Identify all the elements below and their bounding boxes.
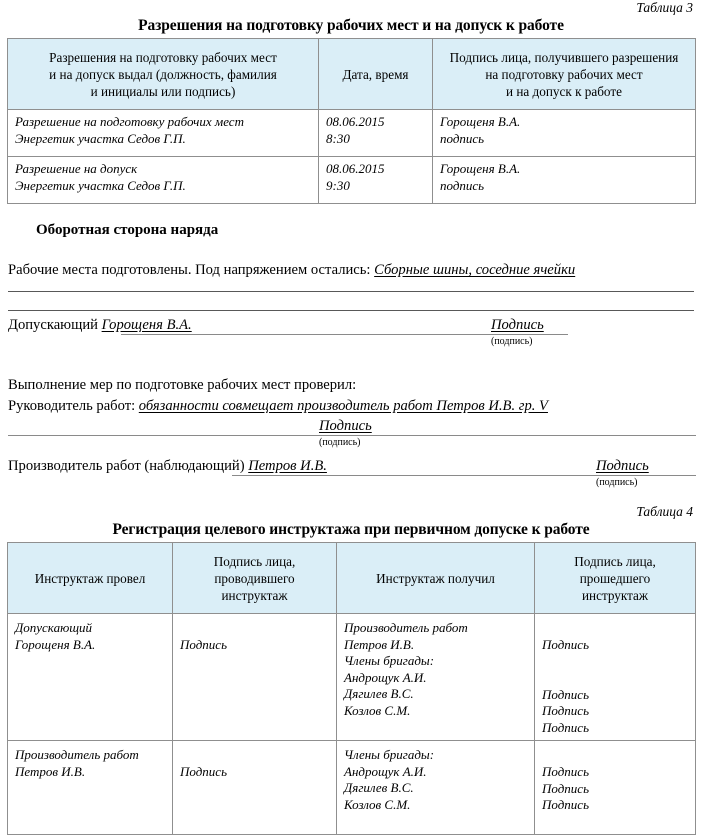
cell-spacer [542,654,689,671]
cell-line: Подпись [180,637,227,652]
manager-caption: (подпись) [319,437,361,448]
cell-receiver [433,110,696,157]
cell-line: Подпись [542,780,589,796]
cell-issuer [8,157,319,204]
table4-header-row [8,543,696,614]
measures-checked-line: Выполнение мер по подготовке рабочих мест проверил: [8,377,357,393]
header-line: Дата, время [342,66,409,82]
table3-label: Таблица 3 [636,0,693,15]
cell-received-sign [535,614,696,741]
table-row [8,614,696,741]
header-line: прошедшего [579,570,651,586]
table4-label: Таблица 4 [636,504,693,519]
back-side-section [7,220,695,490]
cell-line: Разрешение на подготовку рабочих мест [15,114,244,129]
header-line: инструктаж [221,587,288,603]
table4-col-received [337,543,535,614]
table3-col-datetime [319,39,433,110]
header-line: и на допуск выдал (должность, фамилия [49,66,277,82]
header-line: и на допуск к работе [506,83,622,99]
cell-line: Допускающий [15,620,93,635]
header-line: Подпись лица, получившего разрешения [449,49,679,65]
cell-line: подпись [440,177,485,193]
table3-title: Разрешения на подготовку рабочих мест и на допуск к работе [138,17,564,34]
cell-received [337,614,535,741]
prepared-line [8,260,694,280]
manager-signature[interactable]: Подпись [319,418,372,434]
cell-received-sign [535,741,696,835]
cell-line: Подпись [180,764,227,779]
cell-gave-sign [173,614,337,741]
admitter-signature[interactable]: Подпись [491,317,544,333]
cell-line: Подпись [542,703,589,718]
cell-line: Горощеня В.А. [15,636,96,652]
cell-line: Дягилев В.С. [344,780,414,795]
prepared-label: Рабочие места подготовлены. Под напряжением остались: [8,262,371,278]
cell-line: Подпись [542,764,589,779]
admitter-value[interactable]: Горощеня В.А. [101,317,192,333]
cell-spacer [542,670,689,687]
cell-line: Козлов С.М. [344,796,411,812]
producer-value[interactable]: Петров И.В. [248,458,327,474]
cell-line: Горощеня В.А. [440,161,521,176]
cell-issuer [8,110,319,157]
cell-line: Производитель работ [344,620,468,635]
cell-line: Андрощук А.И. [344,669,427,685]
admitter-row [8,315,694,349]
cell-received [337,741,535,835]
header-line: Инструктаж провел [34,570,146,586]
cell-line: Энергетик участка Седов Г.П. [15,177,186,193]
manager-label: Руководитель работ: [8,398,136,414]
producer-row [8,456,694,490]
manager-row [8,396,694,448]
producer-label: Производитель работ (наблюдающий) [8,458,245,474]
cell-gave [8,614,173,741]
permissions-table [7,38,696,204]
briefing-registration-table [7,542,696,835]
cell-datetime [319,157,433,204]
manager-value[interactable]: обязанности совмещает производитель работ Петров И.В. гр. V [138,398,548,414]
blank-rule-1 [8,291,694,292]
cell-line: Петров И.В. [15,763,86,779]
producer-caption: (подпись) [596,477,638,488]
manager-baseline [8,435,696,436]
cell-line: Дягилев В.С. [344,686,414,701]
cell-line: Члены бригады: [344,747,435,762]
header-line: Инструктаж получил [376,570,495,586]
blank-rule-2 [8,310,694,311]
header-line: Подпись лица, [574,553,656,569]
admitter-caption: (подпись) [491,336,533,347]
cell-line: Подпись [542,719,589,735]
producer-baseline [232,475,696,476]
cell-datetime [319,110,433,157]
cell-line: Козлов С.М. [344,702,411,718]
table4-col-gave-sign [173,543,337,614]
cell-line: Андрощук А.И. [344,763,427,779]
cell-line: Производитель работ [15,747,139,762]
header-line: и инициалы или подпись) [90,83,236,99]
table4-col-received-sign [535,543,696,614]
table3-col-issuer [8,39,319,110]
header-line: проводившего [214,570,295,586]
table-row [8,157,696,204]
cell-gave [8,741,173,835]
header-line: Подпись лица, [213,553,296,569]
header-line: инструктаж [581,587,649,603]
prepared-value[interactable]: Сборные шины, соседние ячейки [374,262,576,278]
table3-col-receiver [433,39,696,110]
table4-title: Регистрация целевого инструктажа при первичном допуске к работе [112,521,590,538]
cell-line: Энергетик участка Седов Г.П. [15,130,186,146]
header-line: на подготовку рабочих мест [485,66,643,82]
table-row [8,110,696,157]
cell-line: 8:30 [326,130,350,146]
cell-line: Подпись [542,797,589,812]
cell-line: 08.06.2015 [326,161,385,176]
cell-receiver [433,157,696,204]
cell-line: Подпись [542,637,589,652]
back-side-heading: Оборотная сторона наряда [36,222,219,238]
cell-line: Подпись [542,686,589,702]
header-line: Разрешения на подготовку рабочих мест [49,49,277,65]
cell-line: 08.06.2015 [326,114,385,129]
cell-line: подпись [440,130,485,146]
producer-signature[interactable]: Подпись [596,458,649,474]
cell-line: 9:30 [326,177,350,193]
cell-line: Горощеня В.А. [440,114,521,129]
cell-line: Члены бригады: [344,653,435,668]
table4-col-gave [8,543,173,614]
admitter-baseline [121,334,568,335]
admitter-label: Допускающий [8,317,98,333]
table3-header-row [8,39,696,110]
cell-gave-sign [173,741,337,835]
cell-line: Разрешение на допуск [15,161,138,176]
table-row [8,741,696,835]
cell-line: Петров И.В. [344,636,415,652]
